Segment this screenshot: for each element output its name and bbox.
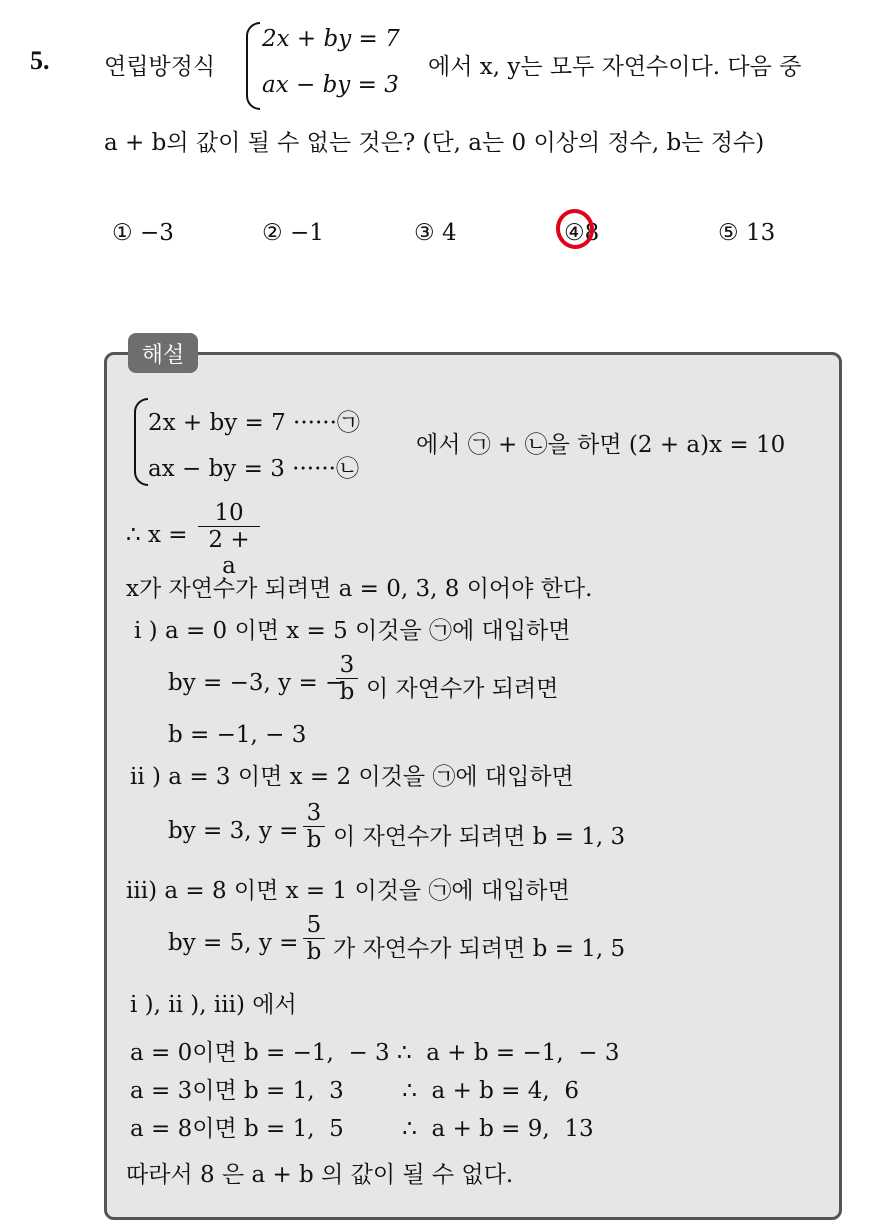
solution-label: 해설 (128, 333, 198, 373)
choice-2[interactable]: ② −1 (262, 220, 324, 246)
case-3-by: by = 5, y = (168, 930, 299, 956)
case-1-fraction: $\frac{3}{b}$ (336, 652, 358, 705)
choice-1[interactable]: ① −3 (112, 220, 174, 246)
question-intro: 연립방정식 (104, 54, 216, 80)
equation-2: ax − by = 3 (262, 72, 399, 98)
case-1-condition: 이 자연수가 되려면 (366, 676, 559, 702)
case-1-by: by = −3, y = − (168, 670, 345, 696)
case-3-heading: iii) a = 8 이면 x = 1 이것을 ㉠에 대입하면 (126, 878, 570, 904)
summary-line-2: a = 3이면 b = 1, 3 ∴ a + b = 4, 6 (130, 1078, 579, 1104)
case-3-condition: 가 자연수가 되려면 b = 1, 5 (333, 936, 626, 962)
system-brace (246, 22, 260, 110)
summary-heading: i ), ii ), iii) 에서 (130, 992, 297, 1018)
natural-condition: x가 자연수가 되려면 a = 0, 3, 8 이어야 한다. (126, 576, 593, 602)
choice-5[interactable]: ⑤ 13 (718, 220, 776, 246)
question-text-line1: 에서 x, y는 모두 자연수이다. 다음 중 (428, 54, 802, 80)
case-2-fraction: $\frac{3}{b}$ (303, 800, 325, 853)
case-2-heading: ii ) a = 3 이면 x = 2 이것을 ㉠에 대입하면 (130, 764, 574, 790)
case-2-condition: 이 자연수가 되려면 b = 1, 3 (333, 824, 626, 850)
case-2-by: by = 3, y = (168, 818, 299, 844)
fraction-10-over-2a: $\frac{10}{2 + a}$ (198, 500, 260, 579)
choice-4[interactable]: ④8 (564, 220, 600, 246)
solution-equation-1: 2x + by = 7 ······㉠ (148, 410, 360, 436)
case-1-result: b = −1, − 3 (168, 722, 307, 748)
case-1-heading: i ) a = 0 이면 x = 5 이것을 ㉠에 대입하면 (134, 618, 571, 644)
case-3-fraction: $\frac{5}{b}$ (303, 912, 325, 965)
therefore-x: ∴ x = (126, 522, 188, 548)
solution-equation-2: ax − by = 3 ······㉡ (148, 456, 359, 482)
question-text-line2: a + b의 값이 될 수 없는 것은? (단, a는 0 이상의 정수, b는 정수) (104, 130, 765, 156)
question-number: 5. (30, 46, 50, 75)
solution-add-step: 에서 ㉠ + ㉡을 하면 (2 + a)x = 10 (416, 432, 786, 458)
solution-system-brace (134, 398, 148, 486)
summary-line-3: a = 8이면 b = 1, 5 ∴ a + b = 9, 13 (130, 1116, 594, 1142)
summary-line-1: a = 0이면 b = −1, − 3 ∴ a + b = −1, − 3 (130, 1040, 620, 1066)
conclusion: 따라서 8 은 a + b 의 값이 될 수 없다. (126, 1162, 514, 1188)
choice-3[interactable]: ③ 4 (414, 220, 457, 246)
equation-1: 2x + by = 7 (262, 26, 400, 52)
